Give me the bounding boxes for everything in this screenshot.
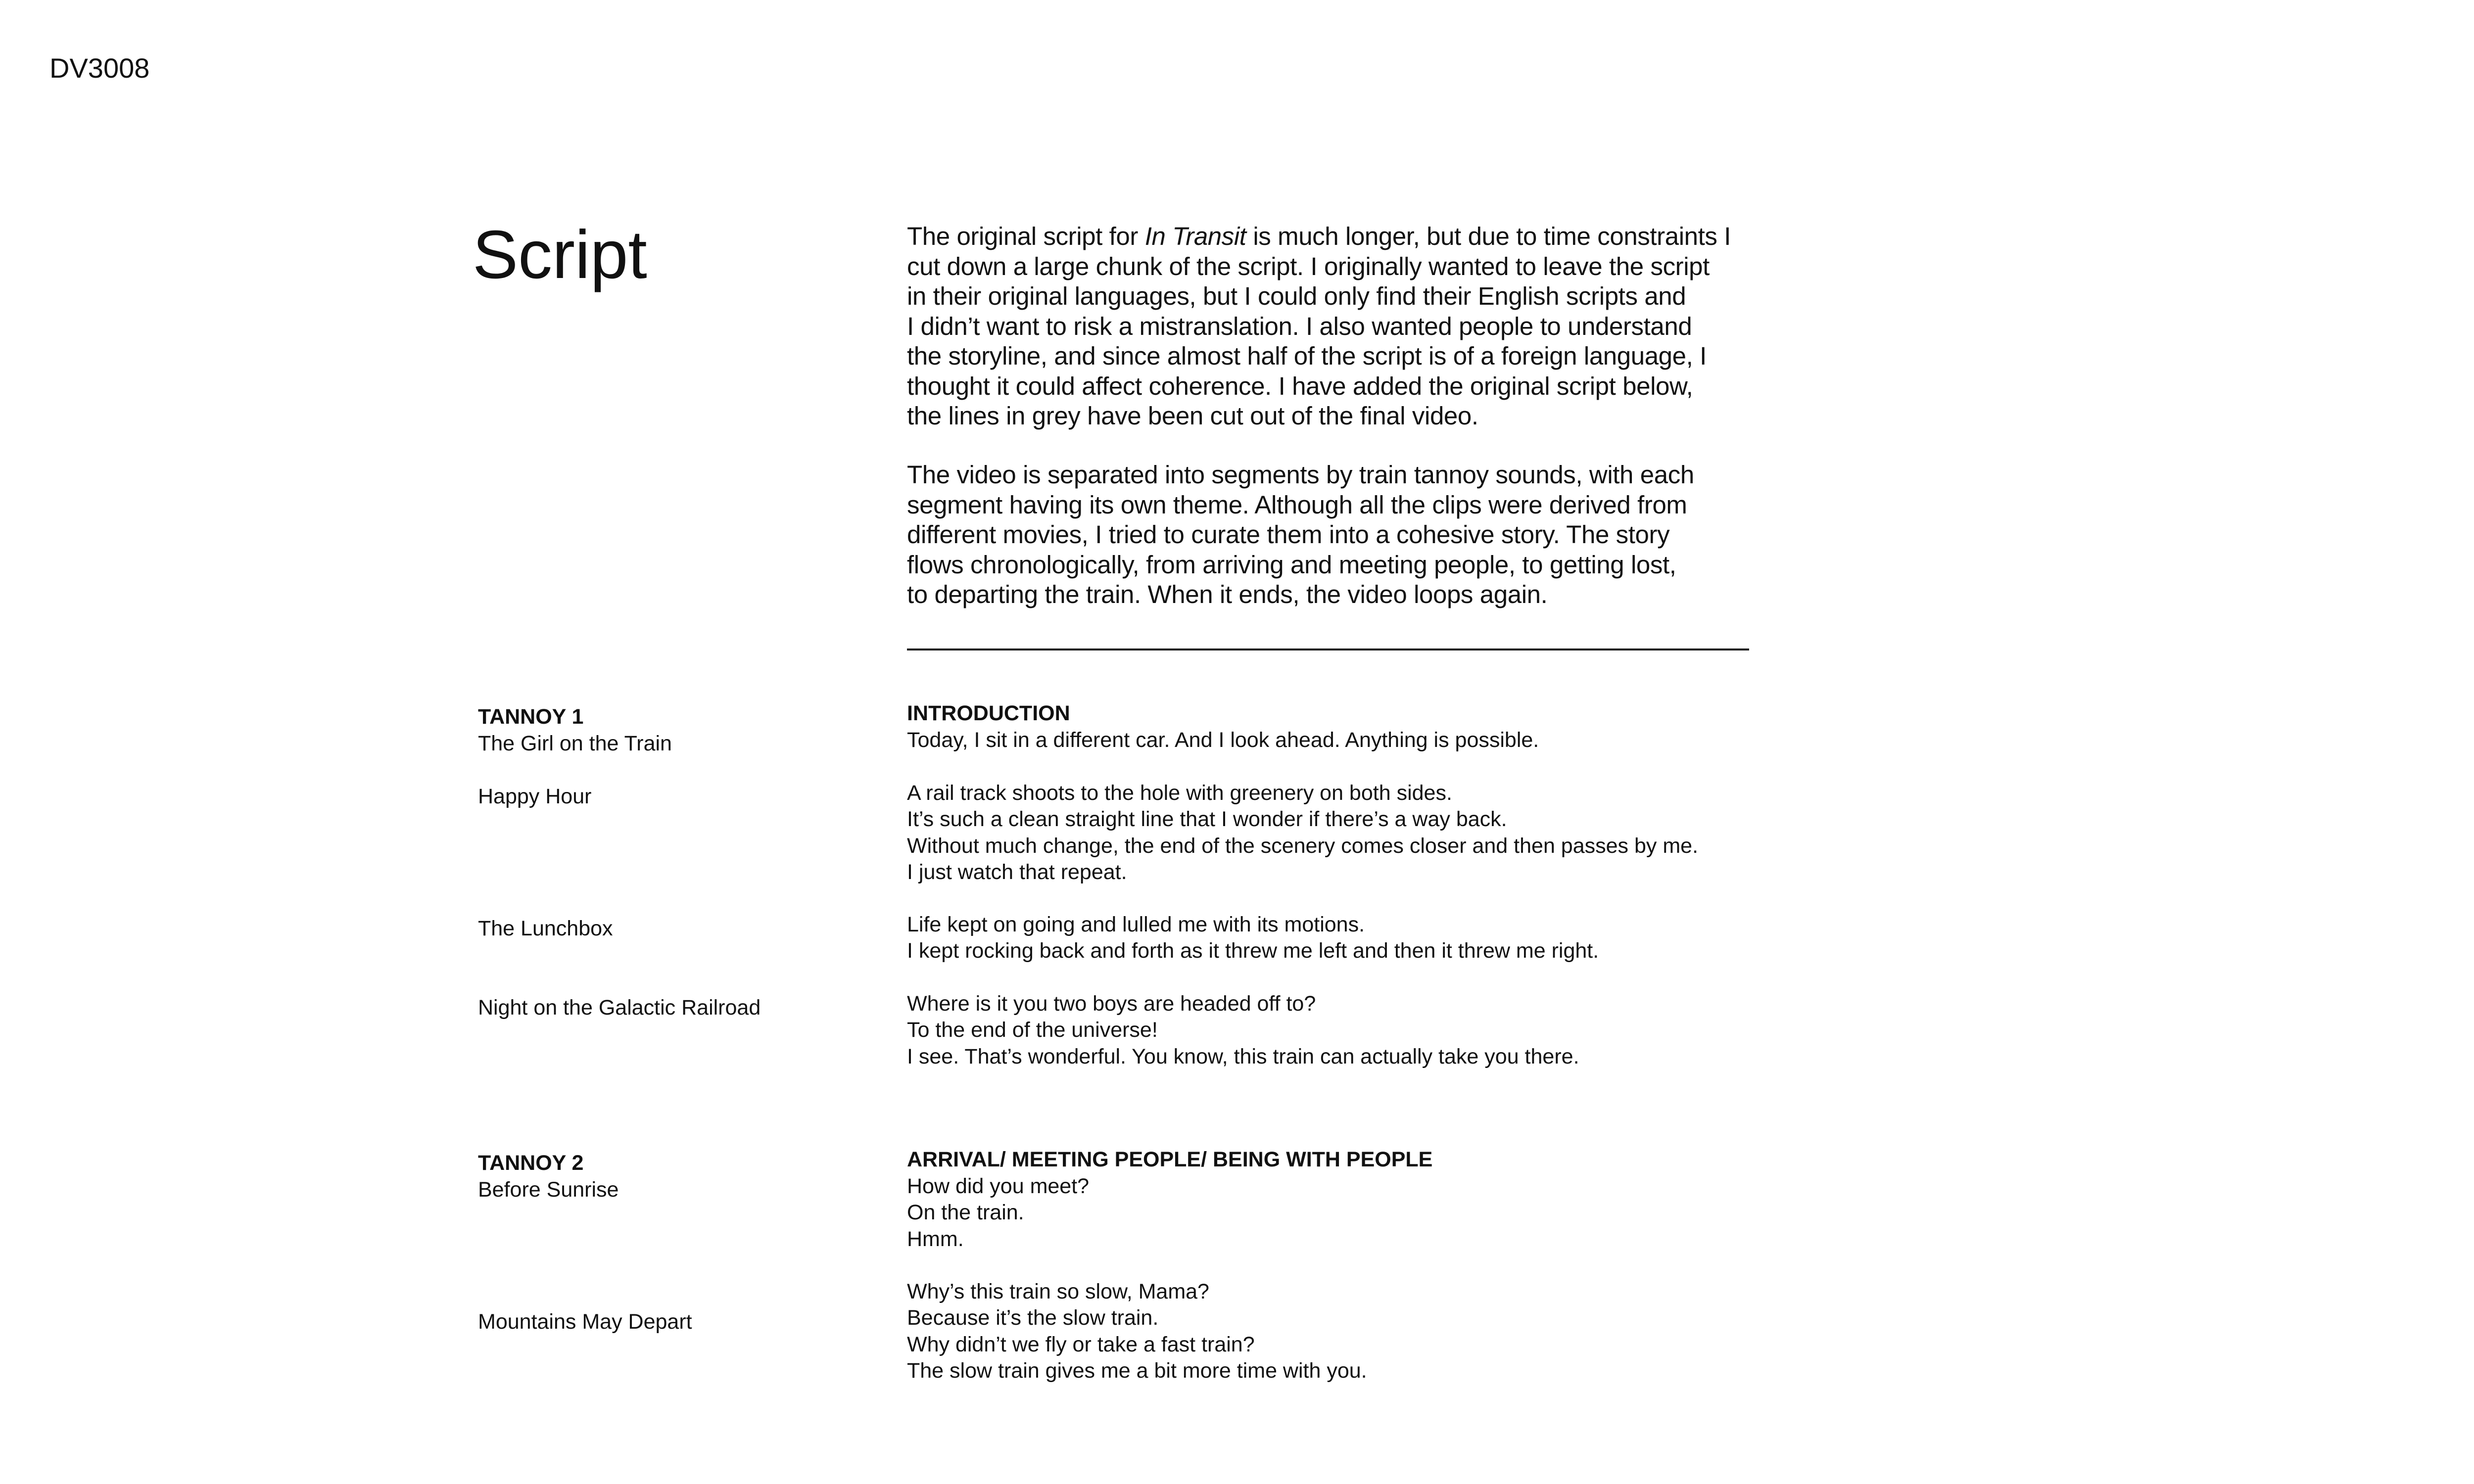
film-title: The Girl on the Train xyxy=(478,732,672,755)
film-title: Mountains May Depart xyxy=(478,1310,692,1334)
film-title: Before Sunrise xyxy=(478,1178,619,1202)
script-line: A rail track shoots to the hole with greenery on both sides. xyxy=(907,781,1452,805)
intro-line: flows chronologically, from arriving and meeting people, to getting lost, xyxy=(907,550,1676,579)
script-line: To the end of the universe! xyxy=(907,1018,1158,1042)
intro-paragraph-1 xyxy=(907,222,1758,431)
script-line: Why’s this train so slow, Mama? xyxy=(907,1280,1209,1303)
script-block xyxy=(907,727,1847,753)
script-line: Today, I sit in a different car. And I look ahead. Anything is possible. xyxy=(907,728,1539,752)
intro-line: to departing the train. When it ends, the video loops again. xyxy=(907,580,1548,608)
intro-line: thought it could affect coherence. I have added the original script below, xyxy=(907,371,1693,400)
film-title: Happy Hour xyxy=(478,785,592,808)
script-block xyxy=(907,991,1847,1070)
script-line: It’s such a clean straight line that I wonder if there’s a way back. xyxy=(907,807,1507,832)
script-line: I see. That’s wonderful. You know, this train can actually take you there. xyxy=(907,1044,1579,1068)
script-block xyxy=(907,912,1847,965)
script-line: How did you meet? xyxy=(907,1174,1090,1198)
script-line: On the train. xyxy=(907,1201,1024,1225)
script-block xyxy=(907,1279,1847,1384)
script-line: Because it’s the slow train. xyxy=(907,1306,1159,1330)
script-line: The slow train gives me a bit more time with you. xyxy=(907,1358,1367,1383)
film-title: The Lunchbox xyxy=(478,917,613,940)
section-divider xyxy=(907,649,1749,650)
intro-paragraph-2 xyxy=(907,460,1758,610)
intro-line: I didn’t want to risk a mistranslation. I also wanted people to understand xyxy=(907,312,1692,340)
tannoy-1-label: TANNOY 1 xyxy=(478,705,584,729)
film-title-in-transit: In Transit xyxy=(1144,222,1246,250)
script-line: Where is it you two boys are headed off to? xyxy=(907,992,1316,1016)
page-title: Script xyxy=(473,217,647,293)
intro-line: The video is separated into segments by train tannoy sounds, with each xyxy=(907,461,1694,489)
script-block xyxy=(907,780,1847,885)
intro-line: the storyline, and since almost half of the script is of a foreign language, I xyxy=(907,342,1707,370)
intro-line: the lines in grey have been cut out of the final video. xyxy=(907,402,1478,430)
film-title: Night on the Galactic Railroad xyxy=(478,996,761,1020)
script-line: Life kept on going and lulled me with its motions. xyxy=(907,913,1365,936)
tannoy-1-theme: INTRODUCTION xyxy=(907,701,1070,725)
intro-line: segment having its own theme. Although all the clips were derived from xyxy=(907,490,1687,519)
intro-line: in their original languages, but I could only find their English scripts and xyxy=(907,282,1686,310)
tannoy-2-label: TANNOY 2 xyxy=(478,1151,584,1175)
intro-line: different movies, I tried to curate them into a cohesive story. The story xyxy=(907,520,1670,549)
intro-line: cut down a large chunk of the script. I originally wanted to leave the script xyxy=(907,252,1710,280)
course-code: DV3008 xyxy=(49,52,150,84)
intro-line: The original script for In Transit is much longer, but due to time constraints I xyxy=(907,222,1731,250)
script-line: Why didn’t we fly or take a fast train? xyxy=(907,1332,1255,1356)
script-line: I just watch that repeat. xyxy=(907,860,1127,884)
script-line: I kept rocking back and forth as it threw me left and then it threw me right. xyxy=(907,939,1599,963)
script-line: Without much change, the end of the scenery comes closer and then passes by me. xyxy=(907,834,1699,858)
tannoy-2-theme: ARRIVAL/ MEETING PEOPLE/ BEING WITH PEOPLE xyxy=(907,1148,1433,1171)
script-block xyxy=(907,1173,1847,1252)
script-line: Hmm. xyxy=(907,1227,964,1251)
